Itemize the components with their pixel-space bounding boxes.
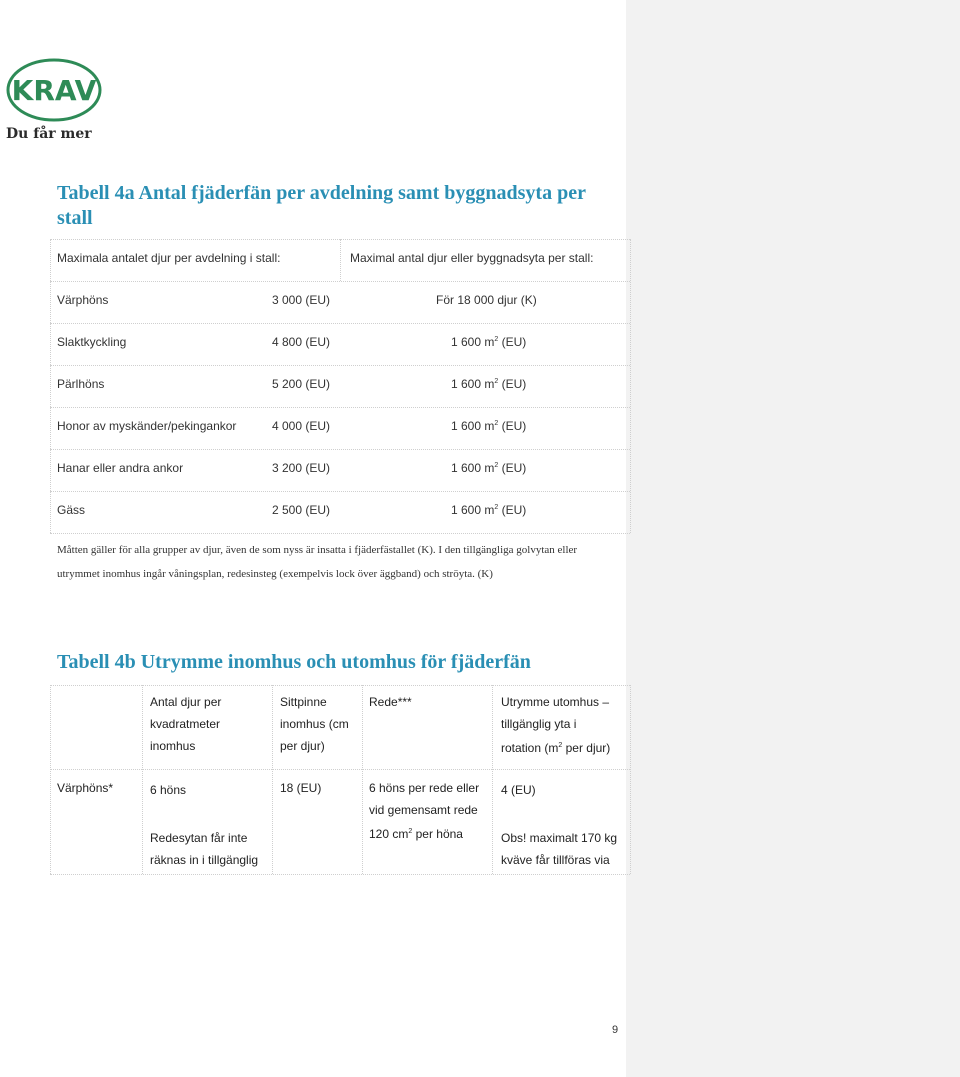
- table-row-name: Slaktkyckling: [57, 335, 127, 349]
- table-4a-header-2: Maximal antal djur eller byggnadsyta per stall:: [350, 251, 594, 265]
- table-row-animals: 4 800 (EU): [272, 335, 331, 349]
- table-row-area: 1 600 $m^2$ (EU): [451, 503, 527, 517]
- table-4b-row-animals: 6 höns Redesytan får inte räknas in i tillgänglig: [150, 783, 259, 867]
- table-4a-header-1: Maximala antalet djur per avdelning i stall:: [57, 251, 281, 265]
- table-4b-header-perch: Sittpinne inomhus (cm per djur): [280, 695, 349, 753]
- table-4b-row-name: Värphöns*: [57, 781, 114, 795]
- brand-tagline: Du får mer: [6, 126, 92, 142]
- table-row-animals: 5 200 (EU): [272, 377, 331, 391]
- table-4b-row-perch: 18 (EU): [280, 781, 322, 795]
- table-row-name: Hanar eller andra ankor: [57, 461, 184, 475]
- table-4a-note: Måtten gäller för alla grupper av djur, även de som nyss är insatta i fjäderfästallet (K). I den tillgängliga golvytan eller utrymmet inomhus ingår våningsplan, redesinsteg (exempelvis lock över äggband) och ströyta. (K): [57, 544, 578, 580]
- table-row-animals: 3 000 (EU): [272, 293, 331, 307]
- table-row-area: 1 600 $m^2$ (EU): [451, 335, 527, 349]
- table-row-name: Honor av myskänder/pekingankor: [57, 419, 237, 433]
- table-4b-header-nest: Rede***: [369, 695, 412, 709]
- table-4b-row-nest: 6 höns per rede eller vid gemensamt rede 120 $cm^2$ per höna: [369, 781, 480, 841]
- logo-text: KRAV: [11, 74, 97, 107]
- table-4b-title: Tabell 4b Utrymme inomhus och utomhus för fjäderfän: [57, 651, 531, 673]
- table-4b-header-animals: Antal djur per kvadratmeter inomhus: [150, 695, 222, 753]
- table-row-name: Pärlhöns: [57, 377, 105, 391]
- table-row-area: 1 600 $m^2$ (EU): [451, 461, 527, 475]
- table-row-animals: 2 500 (EU): [272, 503, 331, 517]
- page-number: 9: [612, 1024, 619, 1036]
- table-row-area: För 18 000 djur (K): [436, 293, 537, 307]
- side-panel: [626, 0, 960, 1077]
- table-row-animals: 4 000 (EU): [272, 419, 331, 433]
- table-row-name: Gäss: [57, 503, 86, 517]
- table-row-animals: 3 200 (EU): [272, 461, 331, 475]
- table-4b-row-outdoor: 4 (EU) Obs! maximalt 170 kg kväve får tillföras via: [501, 783, 618, 867]
- table-row-area: 1 600 $m^2$ (EU): [451, 419, 527, 433]
- table-row-name: Värphöns: [57, 293, 109, 307]
- table-4b-header-outdoor: Utrymme utomhus – tillgänglig yta i rotation ($m^2$ per djur): [501, 695, 611, 755]
- table-4a-title: Tabell 4a Antal fjäderfän per avdelning samt byggnadsyta per stall: [57, 182, 586, 229]
- table-row-area: 1 600 $m^2$ (EU): [451, 377, 527, 391]
